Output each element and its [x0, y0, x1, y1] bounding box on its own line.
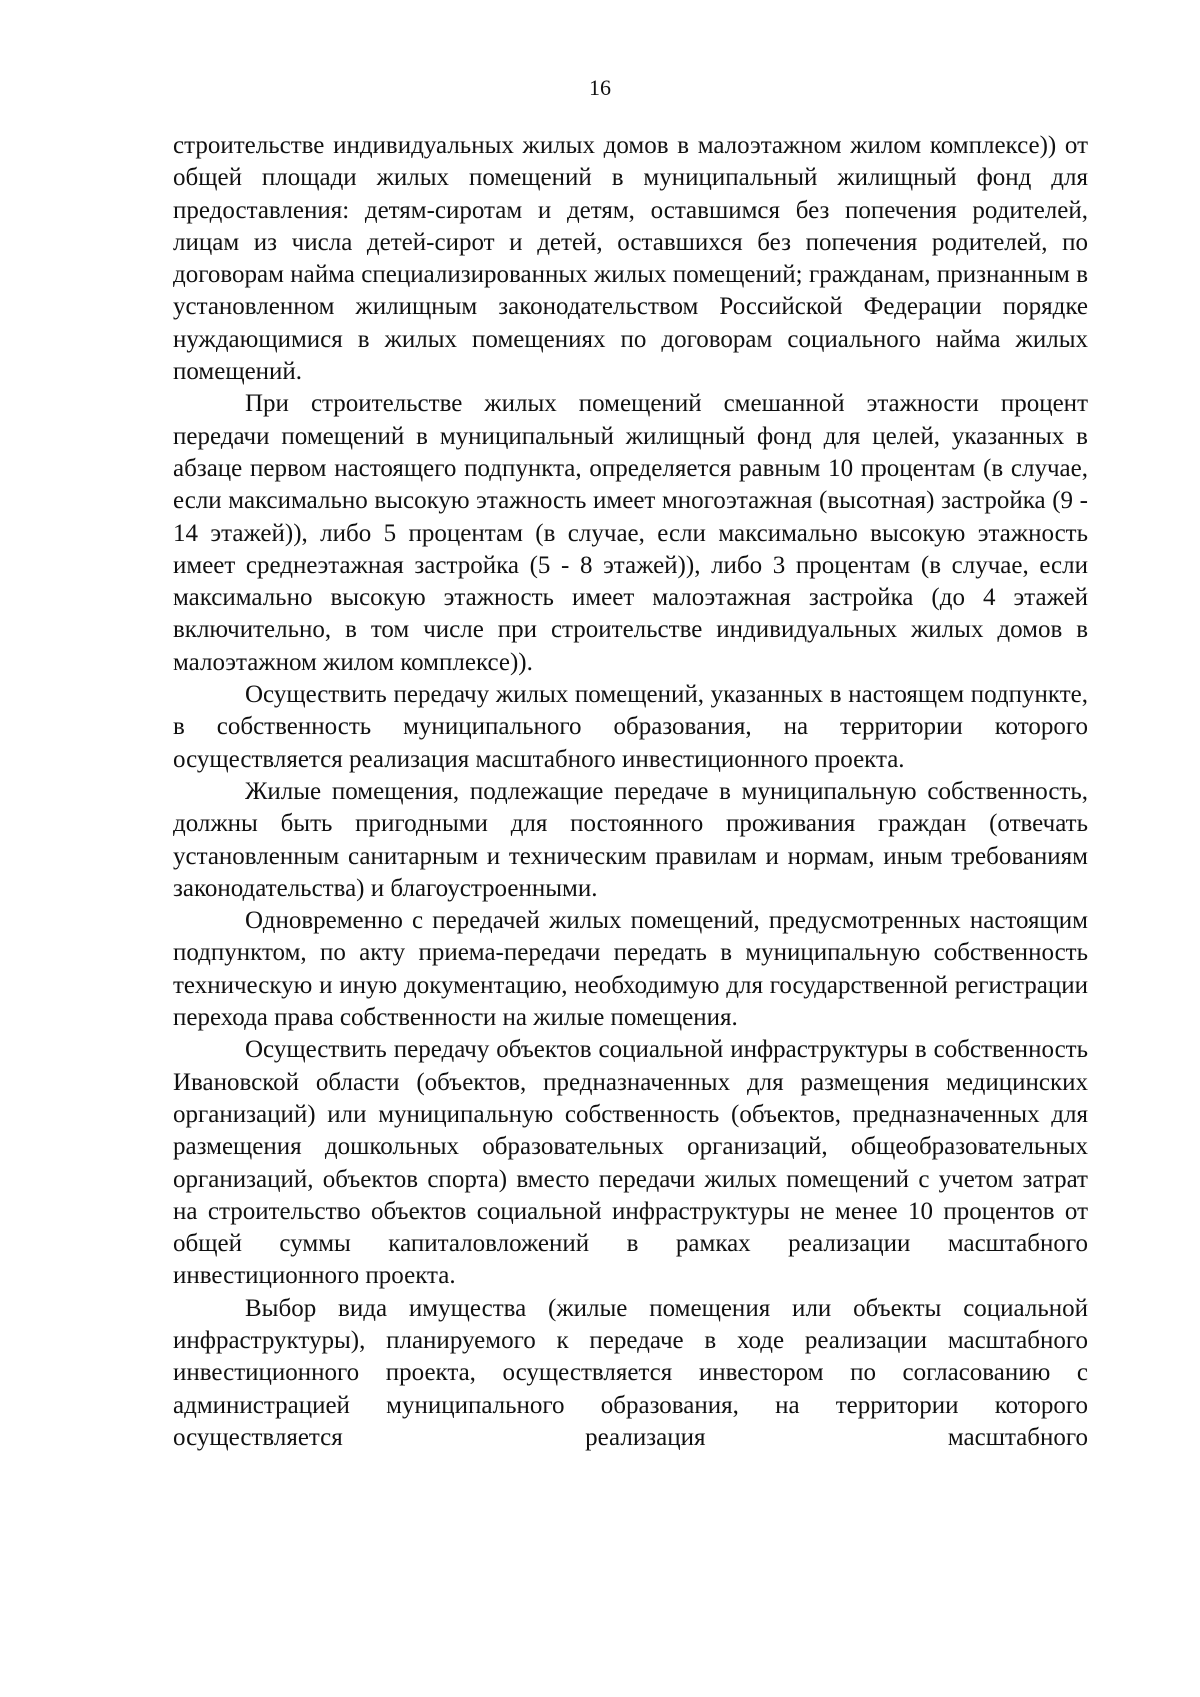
page-number: 16	[589, 75, 611, 100]
paragraph-housing-requirements: Жилые помещения, подлежащие передаче в муниципальную собственность, должны быть пригодными для постоянного проживания граждан (отвечать установленным санитарным и техническим правилам и нормам, иным требованиям законодательства) и благоустроенными.	[173, 777, 1088, 902]
paragraph-mixed-storey-percentage: При строительстве жилых помещений смешанной этажности процент передачи помещений в муниципальный жилищный фонд для целей, указанных в абзаце первом настоящего подпункта, определяется равным 10 процентам (в случае, если максимально высокую этажность имеет многоэтажная (высотная) застройка (9 - 14 этажей)), либо 5 процентам (в случае, если максимально высокую этажность имеет среднеэтажная застройка (5 - 8 этажей)), либо 3 процентам (в случае, если максимально высокую этажность имеет малоэтажная застройка (до 4 этажей включительно, в том числе при строительстве индивидуальных жилых домов в малоэтажном жилом комплексе)).	[173, 390, 1088, 676]
paragraph-documentation-transfer: Одновременно с передачей жилых помещений, предусмотренных настоящим подпунктом, по акту приема-передачи передать в муниципальную собственность техническую и иную документацию, необходимую для государственной регистрации перехода права собственности на жилые помещения.	[173, 907, 1088, 1032]
paragraph-property-type-choice: Выбор вида имущества (жилые помещения или объекты социальной инфраструктуры), планируемого к передаче в ходе реализации масштабного инвестиционного проекта, осуществляется инвестором по согласованию с администрацией муниципального образования, на территории которого осуществляется реализация масштабного	[173, 1294, 1088, 1451]
document-body	[173, 130, 1088, 1454]
paragraph-continuation: строительстве индивидуальных жилых домов в малоэтажном жилом комплексе)) от общей площади жилых помещений в муниципальный жилищный фонд для предоставления: детям-сиротам и детям, оставшимся без попечения родителей, лицам из числа детей-сирот и детей, оставшихся без попечения родителей, по договорам найма специализированных жилых помещений; гражданам, признанным в установленном жилищным законодательством Российской Федерации порядке нуждающимися в жилых помещениях по договорам социального найма жилых помещений.	[173, 132, 1088, 386]
paragraph-social-infrastructure: Осуществить передачу объектов социальной инфраструктуры в собственность Ивановской области (объектов, предназначенных для размещения медицинских организаций) или муниципальную собственность (объектов, предназначенных для размещения дошкольных образовательных организаций, общеобразовательных организаций, объектов спорта) вместо передачи жилых помещений с учетом затрат на строительство объектов социальной инфраструктуры не менее 10 процентов от общей суммы капиталовложений в рамках реализации масштабного инвестиционного проекта.	[173, 1036, 1088, 1290]
paragraph-transfer-to-municipality: Осуществить передачу жилых помещений, указанных в настоящем подпункте, в собственность муниципального образования, на территории которого осуществляется реализация масштабного инвестиционного проекта.	[173, 681, 1088, 773]
